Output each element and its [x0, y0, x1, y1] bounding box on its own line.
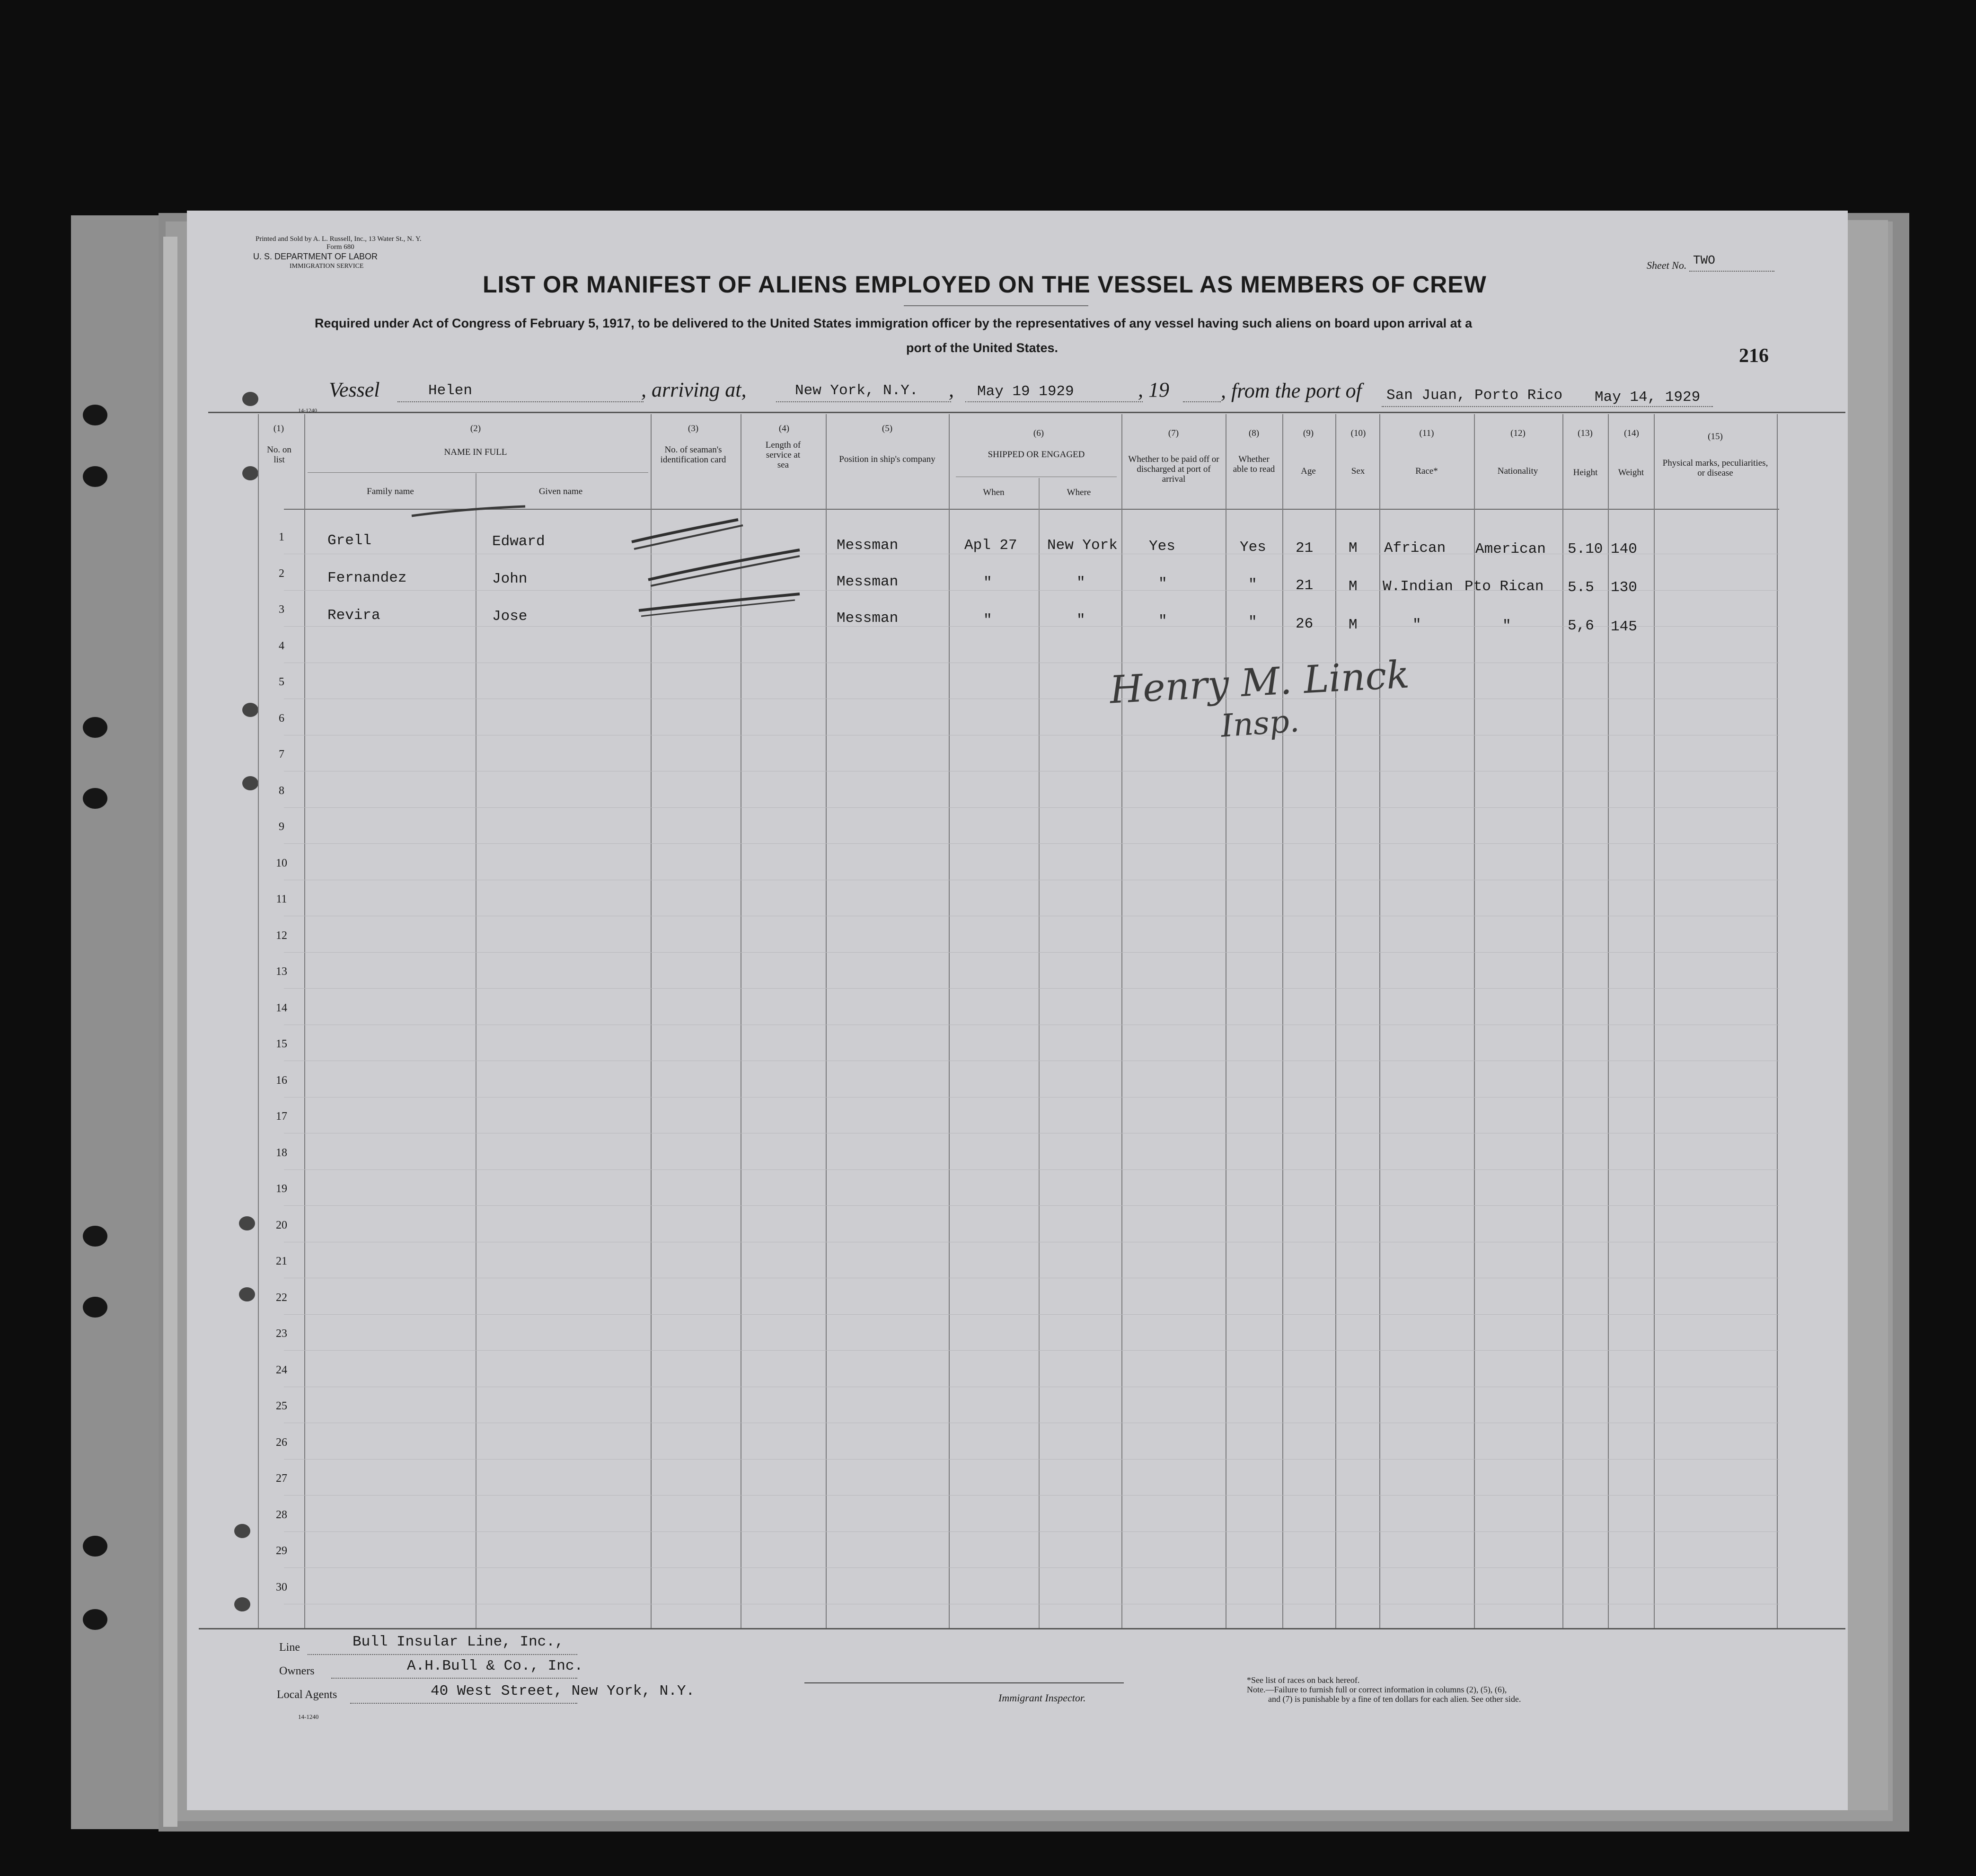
col-2-label: NAME IN FULL: [444, 447, 507, 457]
col-15-label: Physical marks, peculiarities, or disease: [1662, 458, 1768, 478]
comma-sep: ,: [949, 378, 954, 401]
year-label: , 19: [1138, 378, 1169, 401]
line-fill-line: [308, 1654, 577, 1655]
column-rule: [826, 414, 827, 1628]
row-number: 23: [276, 1327, 287, 1340]
col-14-label: Weight: [1618, 468, 1644, 478]
agents-value: 40 West Street, New York, N.Y.: [431, 1683, 695, 1699]
column-rule: [304, 414, 305, 1628]
paid-off: ": [1158, 575, 1167, 592]
race: ": [1412, 617, 1421, 633]
row-number: 2: [279, 567, 284, 580]
col-12-label: Nationality: [1497, 466, 1538, 476]
sex: M: [1349, 540, 1358, 557]
col-6-num: (6): [1033, 428, 1044, 438]
shipped-where: ": [1076, 612, 1085, 628]
from-fill-line: [1382, 406, 1713, 407]
nationality: ": [1502, 618, 1511, 634]
row-number: 20: [276, 1219, 287, 1231]
position: Messman: [837, 574, 899, 590]
column-rule: [1777, 414, 1778, 1628]
col-4-num: (4): [778, 424, 790, 434]
punch-hole-icon: [83, 717, 107, 738]
col-7-num: (7): [1168, 428, 1179, 438]
page-number: 216: [1739, 345, 1769, 367]
punch-hole-icon: [83, 1609, 107, 1630]
department-name: U. S. DEPARTMENT OF LABOR: [253, 252, 378, 261]
col-7-label: Whether to be paid off or discharged at port of arrival: [1128, 454, 1219, 484]
family-name: Revira: [327, 607, 380, 624]
col-9-num: (9): [1303, 428, 1314, 438]
col-6-sub-when: When: [983, 487, 1005, 497]
form-number: Form 680: [326, 243, 354, 251]
col-6-label: SHIPPED OR ENGAGED: [988, 450, 1085, 460]
departure-port: San Juan, Porto Rico: [1386, 387, 1563, 404]
column-rule: [1335, 414, 1336, 1628]
row-rule: [284, 988, 1779, 989]
punch-hole-icon: [239, 1287, 255, 1301]
column-rule: [949, 414, 950, 1628]
row-number: 18: [276, 1146, 287, 1159]
row-number: 13: [276, 965, 287, 978]
sex: M: [1349, 617, 1358, 633]
shipped-when: ": [983, 575, 992, 591]
binding-edge: [163, 237, 177, 1827]
pencil-strike-marks: [407, 497, 814, 620]
punch-hole-icon: [83, 1536, 107, 1557]
col-15-num: (15): [1708, 432, 1723, 442]
age: 21: [1296, 540, 1314, 557]
height: 5,6: [1568, 618, 1594, 634]
punch-hole-icon: [83, 405, 107, 425]
row-rule: [284, 1567, 1779, 1568]
owners-value: A.H.Bull & Co., Inc.: [407, 1658, 583, 1674]
row-number: 22: [276, 1291, 287, 1304]
paid-off: ": [1158, 613, 1167, 629]
punch-hole-icon: [234, 1597, 250, 1611]
able-to-read: ": [1248, 576, 1257, 593]
column-rule: [1379, 414, 1380, 1628]
inspector-signature-line: [804, 1682, 1124, 1683]
row-number: 19: [276, 1183, 287, 1195]
col-13-num: (13): [1578, 428, 1593, 438]
given-name: Edward: [492, 533, 545, 550]
punch-hole-icon: [83, 1297, 107, 1318]
row-number: 28: [276, 1508, 287, 1521]
sheet-label: Sheet No.: [1647, 259, 1687, 271]
given-name: Jose: [492, 608, 528, 625]
nationality: Pto Rican: [1464, 578, 1544, 595]
given-name: John: [492, 571, 528, 587]
row-rule: [284, 843, 1779, 844]
position: Messman: [837, 537, 899, 554]
column-rule: [258, 414, 259, 1628]
printer-credit: Printed and Sold by A. L. Russell, Inc., 13 Water St., N. Y.: [256, 235, 422, 243]
row-number: 7: [279, 748, 284, 761]
shipped-where: New York: [1047, 537, 1118, 554]
col-3-label: No. of seaman's identification card: [660, 445, 726, 465]
col-13-label: Height: [1573, 468, 1598, 478]
arrival-port: New York, N.Y.: [795, 382, 918, 399]
weight: 130: [1611, 579, 1637, 596]
row-rule: [284, 626, 1779, 627]
date-fill-line: [965, 401, 1143, 402]
age: 21: [1296, 577, 1314, 594]
col-2-sub-given: Given name: [538, 487, 583, 496]
height: 5.10: [1568, 541, 1603, 557]
row-number: 12: [276, 929, 287, 942]
col-8-num: (8): [1248, 428, 1260, 438]
col-2-num: (2): [470, 424, 481, 434]
punch-hole-icon: [242, 776, 258, 790]
row-rule: [284, 952, 1779, 953]
row-number: 8: [279, 784, 284, 797]
row-number: 25: [276, 1400, 287, 1412]
col-3-num: (3): [688, 424, 699, 434]
arrival-fill-line: [776, 401, 951, 402]
col-11-num: (11): [1419, 428, 1434, 438]
col-11-label: Race*: [1415, 466, 1438, 476]
inspector-signature: Henry M. Linck: [1109, 652, 1411, 712]
inspector-label: Immigrant Inspector.: [998, 1692, 1086, 1704]
sheet-fill-line: [1689, 271, 1774, 272]
table-bottom-border: [199, 1628, 1845, 1629]
sheet-number: TWO: [1693, 253, 1715, 267]
able-to-read: Yes: [1240, 539, 1266, 556]
shipped-when: ": [983, 612, 992, 628]
agents-fill-line: [350, 1703, 577, 1704]
column-rule: [1121, 414, 1122, 1628]
column-rule: [1474, 414, 1475, 1628]
sex: M: [1349, 578, 1358, 595]
punch-hole-icon: [83, 788, 107, 809]
year-fill-line: [1183, 401, 1221, 402]
owners-label: Owners: [279, 1665, 315, 1677]
col-4-label: Length of service at sea: [765, 440, 801, 470]
service-name: IMMIGRATION SERVICE: [290, 263, 364, 270]
punch-hole-icon: [239, 1216, 255, 1230]
paid-off: Yes: [1149, 538, 1175, 555]
column-rule: [1608, 414, 1609, 1628]
race: African: [1384, 540, 1446, 557]
column-rule: [1562, 414, 1563, 1628]
column-rule: [1039, 478, 1040, 1628]
row-rule: [284, 1350, 1779, 1351]
row-number: 16: [276, 1074, 287, 1087]
row-number: 4: [279, 639, 284, 652]
row-rule: [284, 1205, 1779, 1206]
col-1-num: (1): [273, 424, 284, 434]
vessel-name: Helen: [428, 382, 473, 399]
able-to-read: ": [1248, 614, 1257, 630]
col-8-label: Whether able to read: [1233, 454, 1275, 474]
row-number: 15: [276, 1038, 287, 1050]
shipped-where: ": [1076, 575, 1085, 591]
requirement-text: Required under Act of Congress of February 5, 1917, to be delivered to the United States immigration officer by the representatives of any vessel having such aliens on board upon arrival at a: [315, 316, 1473, 330]
shipped-when: Apl 27: [964, 537, 1017, 554]
footer-form-code: 14-1240: [298, 1713, 319, 1720]
position: Messman: [837, 610, 899, 627]
punch-hole-icon: [242, 466, 258, 480]
row-rule: [284, 1169, 1779, 1170]
row-number: 30: [276, 1581, 287, 1593]
col-9-label: Age: [1301, 466, 1316, 476]
row-number: 1: [279, 531, 284, 543]
punch-hole-icon: [242, 703, 258, 717]
title-rule: [904, 305, 1088, 306]
row-rule: [284, 1459, 1779, 1460]
requirement-text-2: port of the United States.: [906, 341, 1059, 355]
row-number: 9: [279, 821, 284, 833]
punch-hole-icon: [242, 392, 258, 406]
row-rule: [284, 1531, 1779, 1532]
row-rule: [284, 807, 1779, 808]
row-number: 11: [276, 893, 287, 905]
row-rule: [284, 1314, 1779, 1315]
col-6-sub-where: Where: [1067, 487, 1091, 497]
punch-hole-icon: [234, 1524, 250, 1538]
page-title: LIST OR MANIFEST OF ALIENS EMPLOYED ON THE VESSEL AS MEMBERS OF CREW: [483, 271, 1487, 298]
weight: 140: [1611, 541, 1637, 557]
row-number: 29: [276, 1545, 287, 1557]
family-name: Grell: [327, 532, 372, 549]
nationality: American: [1475, 541, 1546, 557]
col-10-num: (10): [1350, 428, 1366, 438]
line-value: Bull Insular Line, Inc.,: [353, 1634, 564, 1650]
age: 26: [1296, 616, 1314, 632]
inspector-title: Insp.: [1219, 702, 1301, 744]
weight: 145: [1611, 619, 1637, 635]
races-note: *See list of races on back hereof.: [1247, 1675, 1360, 1685]
column-rule: [1282, 414, 1283, 1628]
row-number: 6: [279, 712, 284, 725]
col-14-num: (14): [1624, 428, 1639, 438]
agents-label: Local Agents: [277, 1689, 337, 1701]
row-number: 14: [276, 1001, 287, 1014]
name-subheader-rule: [308, 472, 648, 473]
line-label: Line: [279, 1641, 300, 1654]
col-2-sub-family: Family name: [367, 487, 414, 496]
row-number: 26: [276, 1436, 287, 1449]
form-code: 14-1240: [298, 407, 317, 414]
arriving-label: , arriving at,: [641, 378, 747, 401]
row-number: 27: [276, 1472, 287, 1485]
arrival-date: May 19 1929: [977, 383, 1074, 400]
row-number: 21: [276, 1255, 287, 1267]
vessel-label: Vessel: [329, 378, 380, 401]
table-top-border: [208, 412, 1845, 413]
col-10-label: Sex: [1351, 466, 1365, 476]
owners-fill-line: [331, 1678, 577, 1679]
col-12-num: (12): [1510, 428, 1526, 438]
punch-hole-icon: [83, 1226, 107, 1247]
penalty-note-2: and (7) is punishable by a fine of ten dollars for each alien. See other side.: [1268, 1694, 1521, 1704]
vessel-fill-line: [397, 401, 644, 402]
row-number: 24: [276, 1363, 287, 1376]
row-number: 10: [276, 857, 287, 869]
row-number: 17: [276, 1110, 287, 1123]
departure-date: May 14, 1929: [1595, 389, 1701, 406]
col-1-label: No. on list: [267, 445, 291, 465]
col-5-num: (5): [882, 424, 893, 434]
penalty-note: Note.—Failure to furnish full or correct information in columns (2), (5), (6),: [1247, 1685, 1507, 1694]
family-name: Fernandez: [327, 570, 407, 586]
col-5-label: Position in ship's company: [839, 454, 935, 464]
row-number: 3: [279, 603, 284, 616]
race: W.Indian: [1383, 578, 1453, 595]
row-number: 5: [279, 676, 284, 688]
column-rule: [1654, 414, 1655, 1628]
height: 5.5: [1568, 579, 1594, 596]
punch-hole-icon: [83, 466, 107, 487]
from-port-label: , from the port of: [1221, 379, 1362, 402]
